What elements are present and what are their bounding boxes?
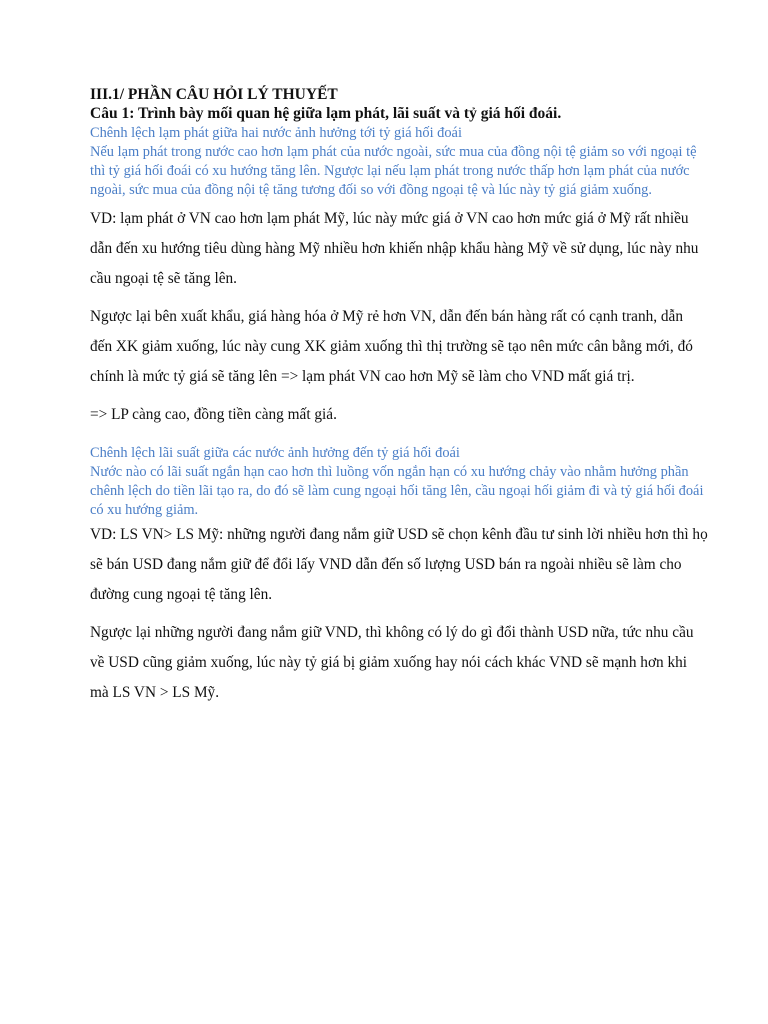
section-title: III.1/ PHẦN CÂU HỎI LÝ THUYẾT (90, 86, 338, 103)
vnd-paragraph: Ngược lại những người đang nắm giữ VND, thì không có lý do gì đổi thành USD nữa, tức nhu cầu về USD cũng giảm xuống, lúc này tỷ giá bị giảm xuống hay nói cách khác VND sẽ mạnh hơn khi mà LS VN > LS Mỹ. (90, 624, 694, 701)
interest-text: Nước nào có lãi suất ngắn hạn cao hơn thì luồng vốn ngắn hạn có xu hướng chảy vào nhằm hưởng phần chênh lệch do tiền lãi tạo ra, do đó sẽ làm cung ngoại hối tăng lên, cầu ngoại hối giảm đi và tỷ giá hối đoái có xu hướng giảm. (90, 464, 704, 518)
example-paragraph-2: VD: LS VN> LS Mỹ: những người đang nắm giữ USD sẽ chọn kênh đầu tư sinh lời nhiều hơn thì họ sẽ bán USD đang nắm giữ để đổi lấy VND dẫn đến số lượng USD bán ra ngoài nhiều sẽ làm cho đường cung ngoại tệ tăng lên. (90, 526, 708, 603)
example-paragraph-1: VD: lạm phát ở VN cao hơn lạm phát Mỹ, lúc này mức giá ở VN cao hơn mức giá ở Mỹ rất nhiều dẫn đến xu hướng tiêu dùng hàng Mỹ nhiều hơn khiến nhập khẩu hàng Mỹ về sử dụng, lúc này nhu cầu ngoại tệ sẽ tăng lên. (90, 210, 699, 287)
conclusion-paragraph: => LP càng cao, đồng tiền càng mất giá. (90, 406, 337, 423)
interest-block (90, 444, 708, 520)
interest-heading: Chênh lệch lãi suất giữa các nước ảnh hưởng đến tỷ giá hối đoái (90, 445, 460, 461)
export-paragraph: Ngược lại bên xuất khẩu, giá hàng hóa ở Mỹ rẻ hơn VN, dẫn đến bán hàng rất có cạnh tranh, dẫn đến XK giảm xuống, lúc này cung XK giảm xuống thì thị trường sẽ tạo nên mức cân bằng mới, đó chính là mức tỷ giá sẽ tăng lên => lạm phát VN cao hơn Mỹ sẽ làm cho VND mất giá trị. (90, 308, 693, 385)
inflation-text: Nếu lạm phát trong nước cao hơn lạm phát của nước ngoài, sức mua của đồng nội tệ giảm so với ngoại tệ thì tỷ giá hối đoái có xu hướng tăng lên. Ngược lại nếu lạm phát trong nước thấp hơn lạm phát của nước ngoài, sức mua của đồng nội tệ tăng tương đối so với đồng ngoại tệ và lúc này tỷ giá giảm xuống. (90, 144, 697, 198)
inflation-heading: Chênh lệch lạm phát giữa hai nước ảnh hưởng tới tỷ giá hối đoái (90, 125, 462, 141)
inflation-block (90, 124, 708, 200)
question-heading: Câu 1: Trình bày mối quan hệ giữa lạm phát, lãi suất và tỷ giá hối đoái. (90, 105, 562, 122)
